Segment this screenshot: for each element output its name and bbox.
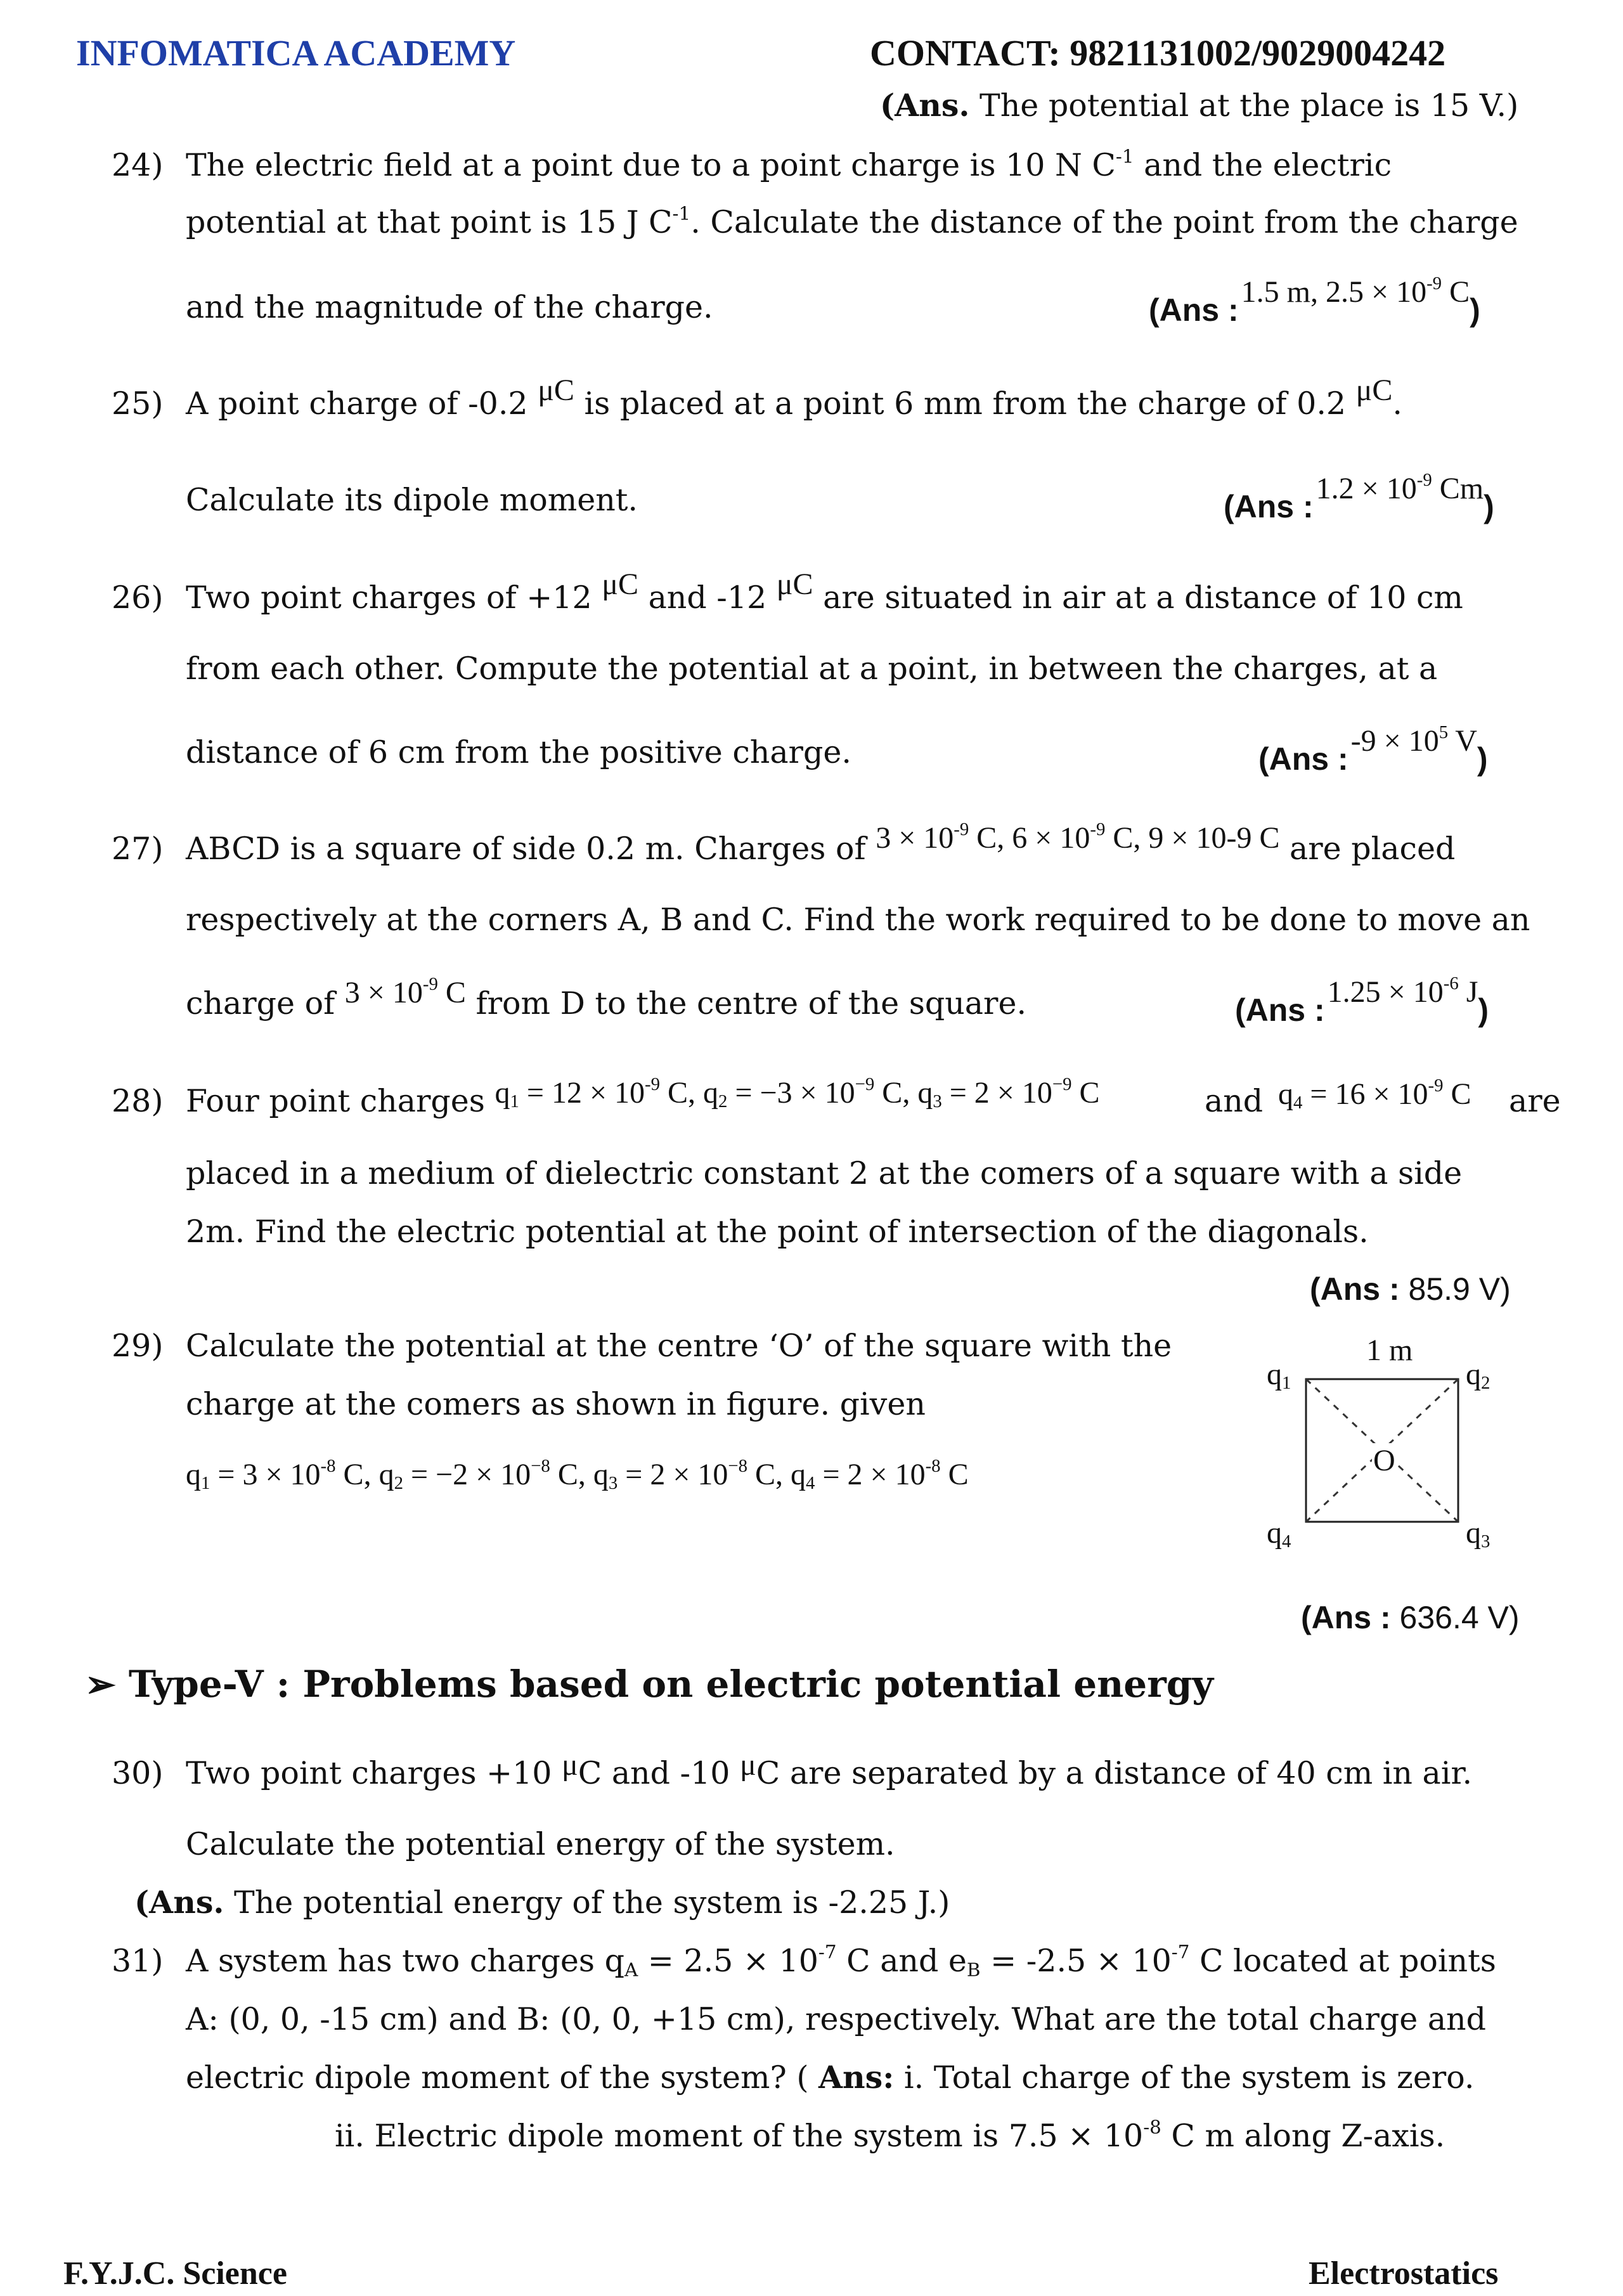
q31-line1: A system has two charges $q_A = 2.5 \times 10^{-7}$ C and $e_B = -2.5 \times 10^{-7}$ C located at points: [186, 1941, 1496, 1981]
q31-number: 31): [112, 1943, 164, 1979]
q25-number: 25): [112, 386, 164, 422]
q29-given-charges: $q_1 = 3 \times 10^{-8}$ C, $q_2 = -2 \times 10^{-8}$ C, $q_3 = 2 \times 10^{-8}$ C, $q_4 = 2 \times 10^{-8}$ C: [186, 1455, 969, 1494]
q31-line2: A: (0, 0, -15 cm) and B: (0, 0, +15 cm), respectively. What are the total charge and: [186, 2001, 1486, 2037]
q28-are: are: [1509, 1083, 1561, 1119]
q28-line3: 2m. Find the electric potential at the point of intersection of the diagonals.: [186, 1214, 1369, 1250]
q25-answer: (Ans : $1.2 \times 10^{-9}$ Cm): [1224, 469, 1494, 524]
section-heading: ➢ Type-V : Problems based on electric potential energy: [85, 1663, 1214, 1706]
q29-number: 29): [112, 1328, 164, 1364]
q29-line1: Calculate the potential at the centre ‘O’ of the square with the: [186, 1328, 1172, 1364]
arrow-bullet-icon: ➢: [85, 1663, 116, 1706]
q29-answer: (Ans : 636.4 V): [1301, 1600, 1520, 1635]
side-length-label: 1 m: [1366, 1333, 1413, 1367]
q27-number: 27): [112, 831, 164, 867]
label-q1: $q_1$: [1267, 1358, 1291, 1394]
contact-info: CONTACT: 9821131002/9029004242: [870, 32, 1446, 74]
q28-line2: placed in a medium of dielectric constant 2 at the comers of a square with a side: [186, 1155, 1463, 1191]
q24-line1: The electric field at a point due to a point charge is 10 N $C^{-1}$ and the electric: [186, 145, 1392, 183]
q29-line2: charge at the comers as shown in figure. given: [186, 1386, 926, 1422]
q30-number: 30): [112, 1755, 164, 1791]
q28-number: 28): [112, 1083, 164, 1119]
label-q2: $q_2$: [1466, 1358, 1490, 1394]
q24-number: 24): [112, 147, 164, 183]
q26-answer: (Ans : $-9 \times 10^5$ V): [1258, 722, 1488, 777]
q24-line2: potential at that point is 15 J $C^{-1}$. Calculate the distance of the point from the charge: [186, 202, 1518, 240]
q31-line4: ii. Electric dipole moment of the system is $7.5 \times 10^{-8}$ C m along Z-axis.: [335, 2116, 1445, 2154]
q26-line2: from each other. Compute the potential at a point, in between the charges, at a: [186, 651, 1438, 687]
q27-line2: respectively at the corners A, B and C. Find the work required to be done to move an: [186, 902, 1530, 938]
q25-line2: Calculate its dipole moment.: [186, 482, 638, 518]
q30-line2: Calculate the potential energy of the system.: [186, 1826, 895, 1862]
label-q3: $q_3$: [1466, 1516, 1490, 1552]
q31-line3: electric dipole moment of the system? ( Ans: i. Total charge of the system is zero.: [186, 2059, 1475, 2096]
q26-number: 26): [112, 580, 164, 616]
footer-left: F.Y.J.C. Science: [63, 2255, 287, 2292]
q27-line3: charge of $3 \times 10^{-9}$ C from D to the centre of the square.: [186, 973, 1027, 1022]
center-label-o: O: [1373, 1444, 1395, 1477]
footer-right: Electrostatics: [1309, 2255, 1499, 2292]
q24-line3: and the magnitude of the charge.: [186, 289, 713, 325]
square-charges-figure: [1262, 1332, 1515, 1560]
label-q4: $q_4$: [1267, 1516, 1291, 1552]
previous-answer: (Ans. The potential at the place is 15 V.): [880, 87, 1519, 124]
q28-q4: $q_4 = 16 \times 10^{-9}$ C: [1278, 1075, 1471, 1113]
q30-line1: Two point charges +10 μC and -10 μC are separated by a distance of 40 cm in air.: [186, 1748, 1473, 1791]
q25-line1: A point charge of -0.2 μC is placed at a point 6 mm from the charge of 0.2 μC.: [186, 373, 1402, 422]
q27-answer: (Ans : $1.25 \times 10^{-6}$ J): [1235, 973, 1489, 1028]
q26-line1: Two point charges of +12 μC and -12 μC are situated in air at a distance of 10 cm: [186, 568, 1463, 616]
q26-line3: distance of 6 cm from the positive charge.: [186, 734, 851, 770]
q28-line1: Four point charges $q_1 = 12 \times 10^{-9}$ C, $q_2 = -3 \times 10^{-9}$ C, $q_3 = 2 \times 10^{-9}$ C: [186, 1073, 1100, 1119]
academy-name: INFOMATICA ACADEMY: [76, 32, 516, 74]
q28-answer: (Ans : 85.9 V): [1310, 1271, 1511, 1307]
q24-answer: (Ans : 1.5 m, $2.5 \times 10^{-9}$ C): [1149, 273, 1480, 328]
q27-line1: ABCD is a square of side 0.2 m. Charges of $3 \times 10^{-9}$ C, $6 \times 10^{-9}$ C, 9 × 10-9 C are placed: [186, 819, 1456, 867]
q28-and: and: [1205, 1083, 1264, 1119]
q30-answer: (Ans. The potential energy of the system is -2.25 J.): [134, 1884, 950, 1921]
